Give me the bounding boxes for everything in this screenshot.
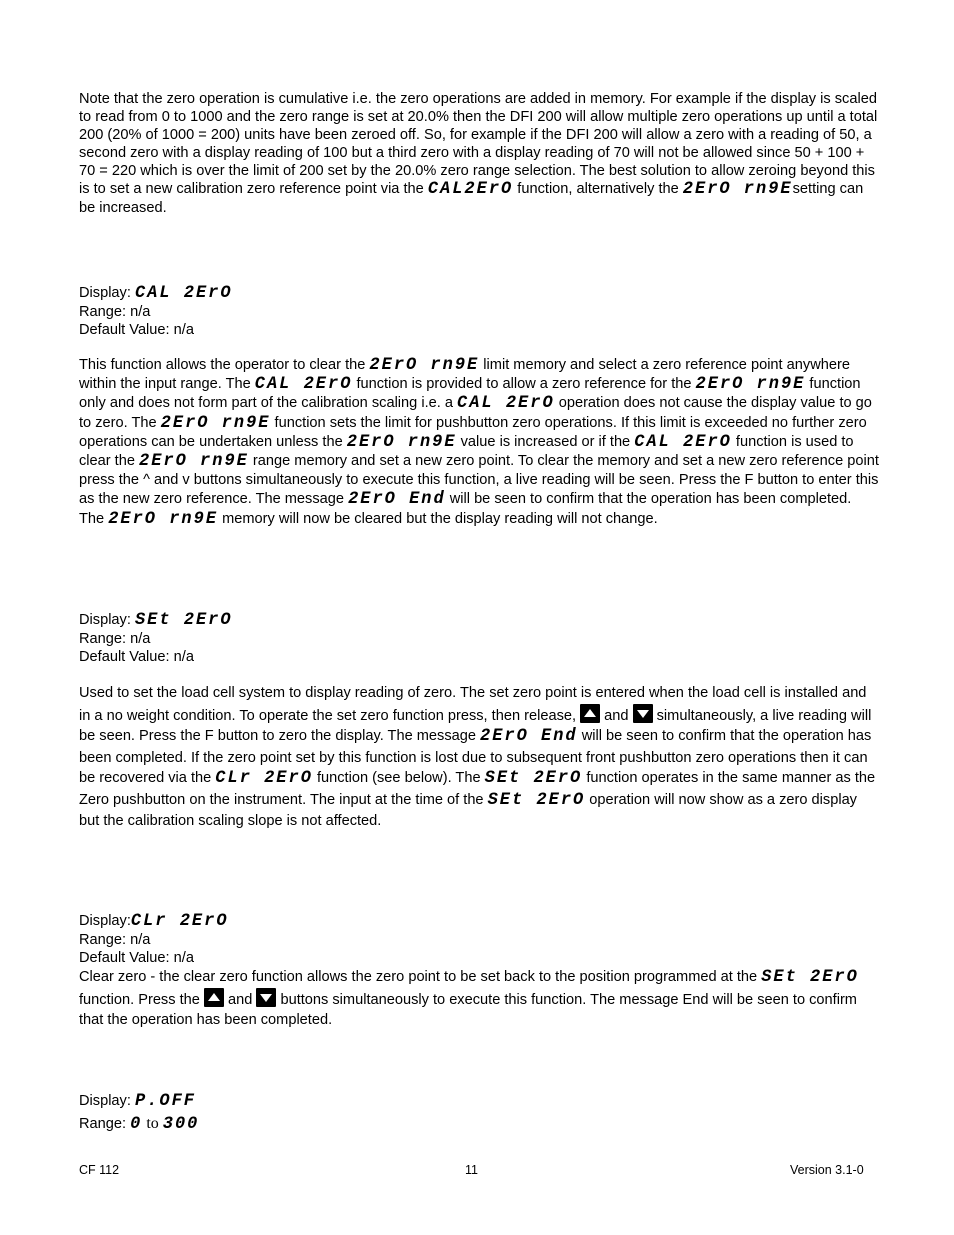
display-label: Display:: [79, 612, 135, 628]
footer-page-number: 11: [465, 1163, 478, 1177]
text: value is increased or if the: [456, 433, 635, 450]
seg-code: SEt 2ErO: [484, 768, 583, 789]
seg-code: CAL 2ErO: [634, 432, 732, 453]
clr-zero-display-line: [79, 912, 879, 931]
text: and: [223, 992, 257, 1008]
set-zero-range: Range: n/a: [79, 631, 151, 647]
set-zero-display-line: [79, 611, 879, 630]
triangle-down-icon: [633, 704, 653, 723]
range-label: Range:: [79, 1116, 131, 1132]
intro-text-3: setting can be increased.: [79, 181, 864, 216]
cal-zero-default: Default Value: n/a: [79, 322, 194, 338]
text: operation will now show as a zero display but the calibration scaling slope is not affected.: [79, 791, 857, 829]
set-zero-display-code: SEt 2ErO: [134, 610, 233, 631]
cal-zero-display-code: CAL 2ErO: [134, 283, 233, 304]
text: function only and does not form part of the calibration scaling i.e. a: [79, 376, 861, 412]
display-label: Display:: [79, 913, 131, 929]
triangle-up-icon: [204, 988, 224, 1007]
text: operation does not cause the display value to go to zero. The: [79, 395, 872, 431]
set-zero-default: Default Value: n/a: [79, 649, 194, 665]
range-to: 300: [162, 1114, 200, 1135]
cal-zero-range: Range: n/a: [79, 304, 151, 320]
seg-code: 2ErO End: [480, 726, 578, 747]
clr-zero-header: [79, 912, 879, 1030]
footer-doc-code: CF 112: [79, 1163, 120, 1177]
text: range memory and set a new zero point. To clear the memory and set a new zero reference point press the ^ and v buttons simultaneously to execute this function, a live reading will be seen. Press the F button to enter this as the new zero reference. The message: [79, 453, 879, 508]
text: Used to set the load cell system to display reading of zero. The set zero point is entered when the load cell is installed and in a no weight condition. To operate the set zero function press, then release,: [79, 685, 867, 724]
set-zero-header: [79, 611, 879, 666]
text: will be seen to confirm that the operation has been completed. If the zero point set by this function is lost due to subsequent front pushbutton zero operations then it can be recovered via the: [79, 728, 872, 786]
seg-zero-rnge: 2ErO rn9E: [682, 179, 793, 200]
cal-zero-display-line: [79, 284, 879, 303]
text: and: [600, 707, 633, 724]
display-label: Display:: [79, 285, 135, 301]
clr-zero-range: Range: n/a: [79, 932, 151, 948]
seg-code: 2ErO rn9E: [369, 355, 480, 376]
intro-text-1: Note that the zero operation is cumulative i.e. the zero operations are added in memory. For example if the display is scaled to read from 0 to 1000 and the zero range is set at 20.0% then the DFI 200 will allow multiple zero operations up until a total 200 (20% of 1000 = 200) units have been zeroed off. So, for example if the DFI 200 will allow a zero with a reading of 50, a second zero with a display reading of 100 but a third zero with a display reading of 70 will not be allowed since 50 + 100 + 70 = 220 which is over the limit of 200 set by the 20.0% zero range selection. The best solution to allow zeroing beyond this is to set a new calibration zero reference point via the: [79, 91, 878, 197]
text: function is used to clear the: [79, 433, 854, 470]
display-label: Display:: [79, 1093, 135, 1109]
text: This function allows the operator to clear the: [79, 357, 370, 373]
seg-code: CAL 2ErO: [254, 374, 353, 395]
seg-code: CLr 2ErO: [215, 768, 313, 789]
seg-code: 2ErO rn9E: [346, 432, 457, 453]
clr-zero-paragraph: [79, 967, 879, 1030]
triangle-down-icon: [256, 988, 276, 1007]
text: function (see below). The: [312, 770, 485, 786]
footer-version: Version 3.1-0: [790, 1163, 864, 1177]
text: memory will now be cleared but the display reading will not change.: [218, 510, 658, 527]
seg-code: SEt 2ErO: [487, 789, 586, 810]
text: buttons simultaneously to execute this function. The message End will be seen to confirm that the operation has been completed.: [79, 992, 857, 1028]
text: function sets the limit for pushbutton zero operations. If this limit is exceeded no further zero operations can be undertaken unless the: [79, 414, 867, 450]
text: limit memory and select a zero reference point anywhere within the input range. The: [79, 357, 850, 393]
seg-code: 2ErO End: [348, 489, 446, 510]
seg-code: 2ErO rn9E: [139, 451, 249, 472]
seg-code: CAL 2ErO: [457, 393, 555, 414]
range-to-word: to: [142, 1115, 163, 1132]
seg-code: 2ErO rn9E: [108, 509, 219, 530]
text: function. Press the: [79, 992, 204, 1008]
text: simultaneously, a live reading will be seen. Press the F button to zero the display. The message: [79, 707, 872, 744]
intro-text-2: function, alternatively the: [513, 181, 683, 197]
text: will be seen to confirm that the operation has been completed. The: [79, 491, 852, 527]
cal-zero-paragraph: [79, 356, 879, 529]
seg-code: SEt 2ErO: [761, 967, 859, 988]
set-zero-paragraph: [79, 683, 879, 832]
text: function is provided to allow a zero reference for the: [352, 376, 696, 393]
seg-code: 2ErO rn9E: [160, 413, 271, 434]
triangle-up-icon: [580, 704, 600, 723]
p-off-range-line: [79, 1113, 879, 1136]
cal-zero-header: [79, 284, 879, 339]
p-off-header: [79, 1090, 879, 1136]
p-off-display-code: P.OFF: [134, 1091, 196, 1112]
p-off-display-line: [79, 1090, 879, 1113]
text: function operates in the same manner as the Zero pushbutton on the instrument. The input at the time of the: [79, 770, 876, 808]
range-from: 0: [130, 1114, 143, 1135]
text: Clear zero - the clear zero function allows the zero point to be set back to the position programmed at the: [79, 969, 762, 985]
clr-zero-default: Default Value: n/a: [79, 950, 194, 966]
intro-paragraph: [79, 90, 879, 217]
seg-code: 2ErO rn9E: [695, 374, 806, 395]
seg-cal2ero: CAL2ErO: [427, 179, 514, 200]
clr-zero-display-code: CLr 2ErO: [130, 911, 229, 932]
